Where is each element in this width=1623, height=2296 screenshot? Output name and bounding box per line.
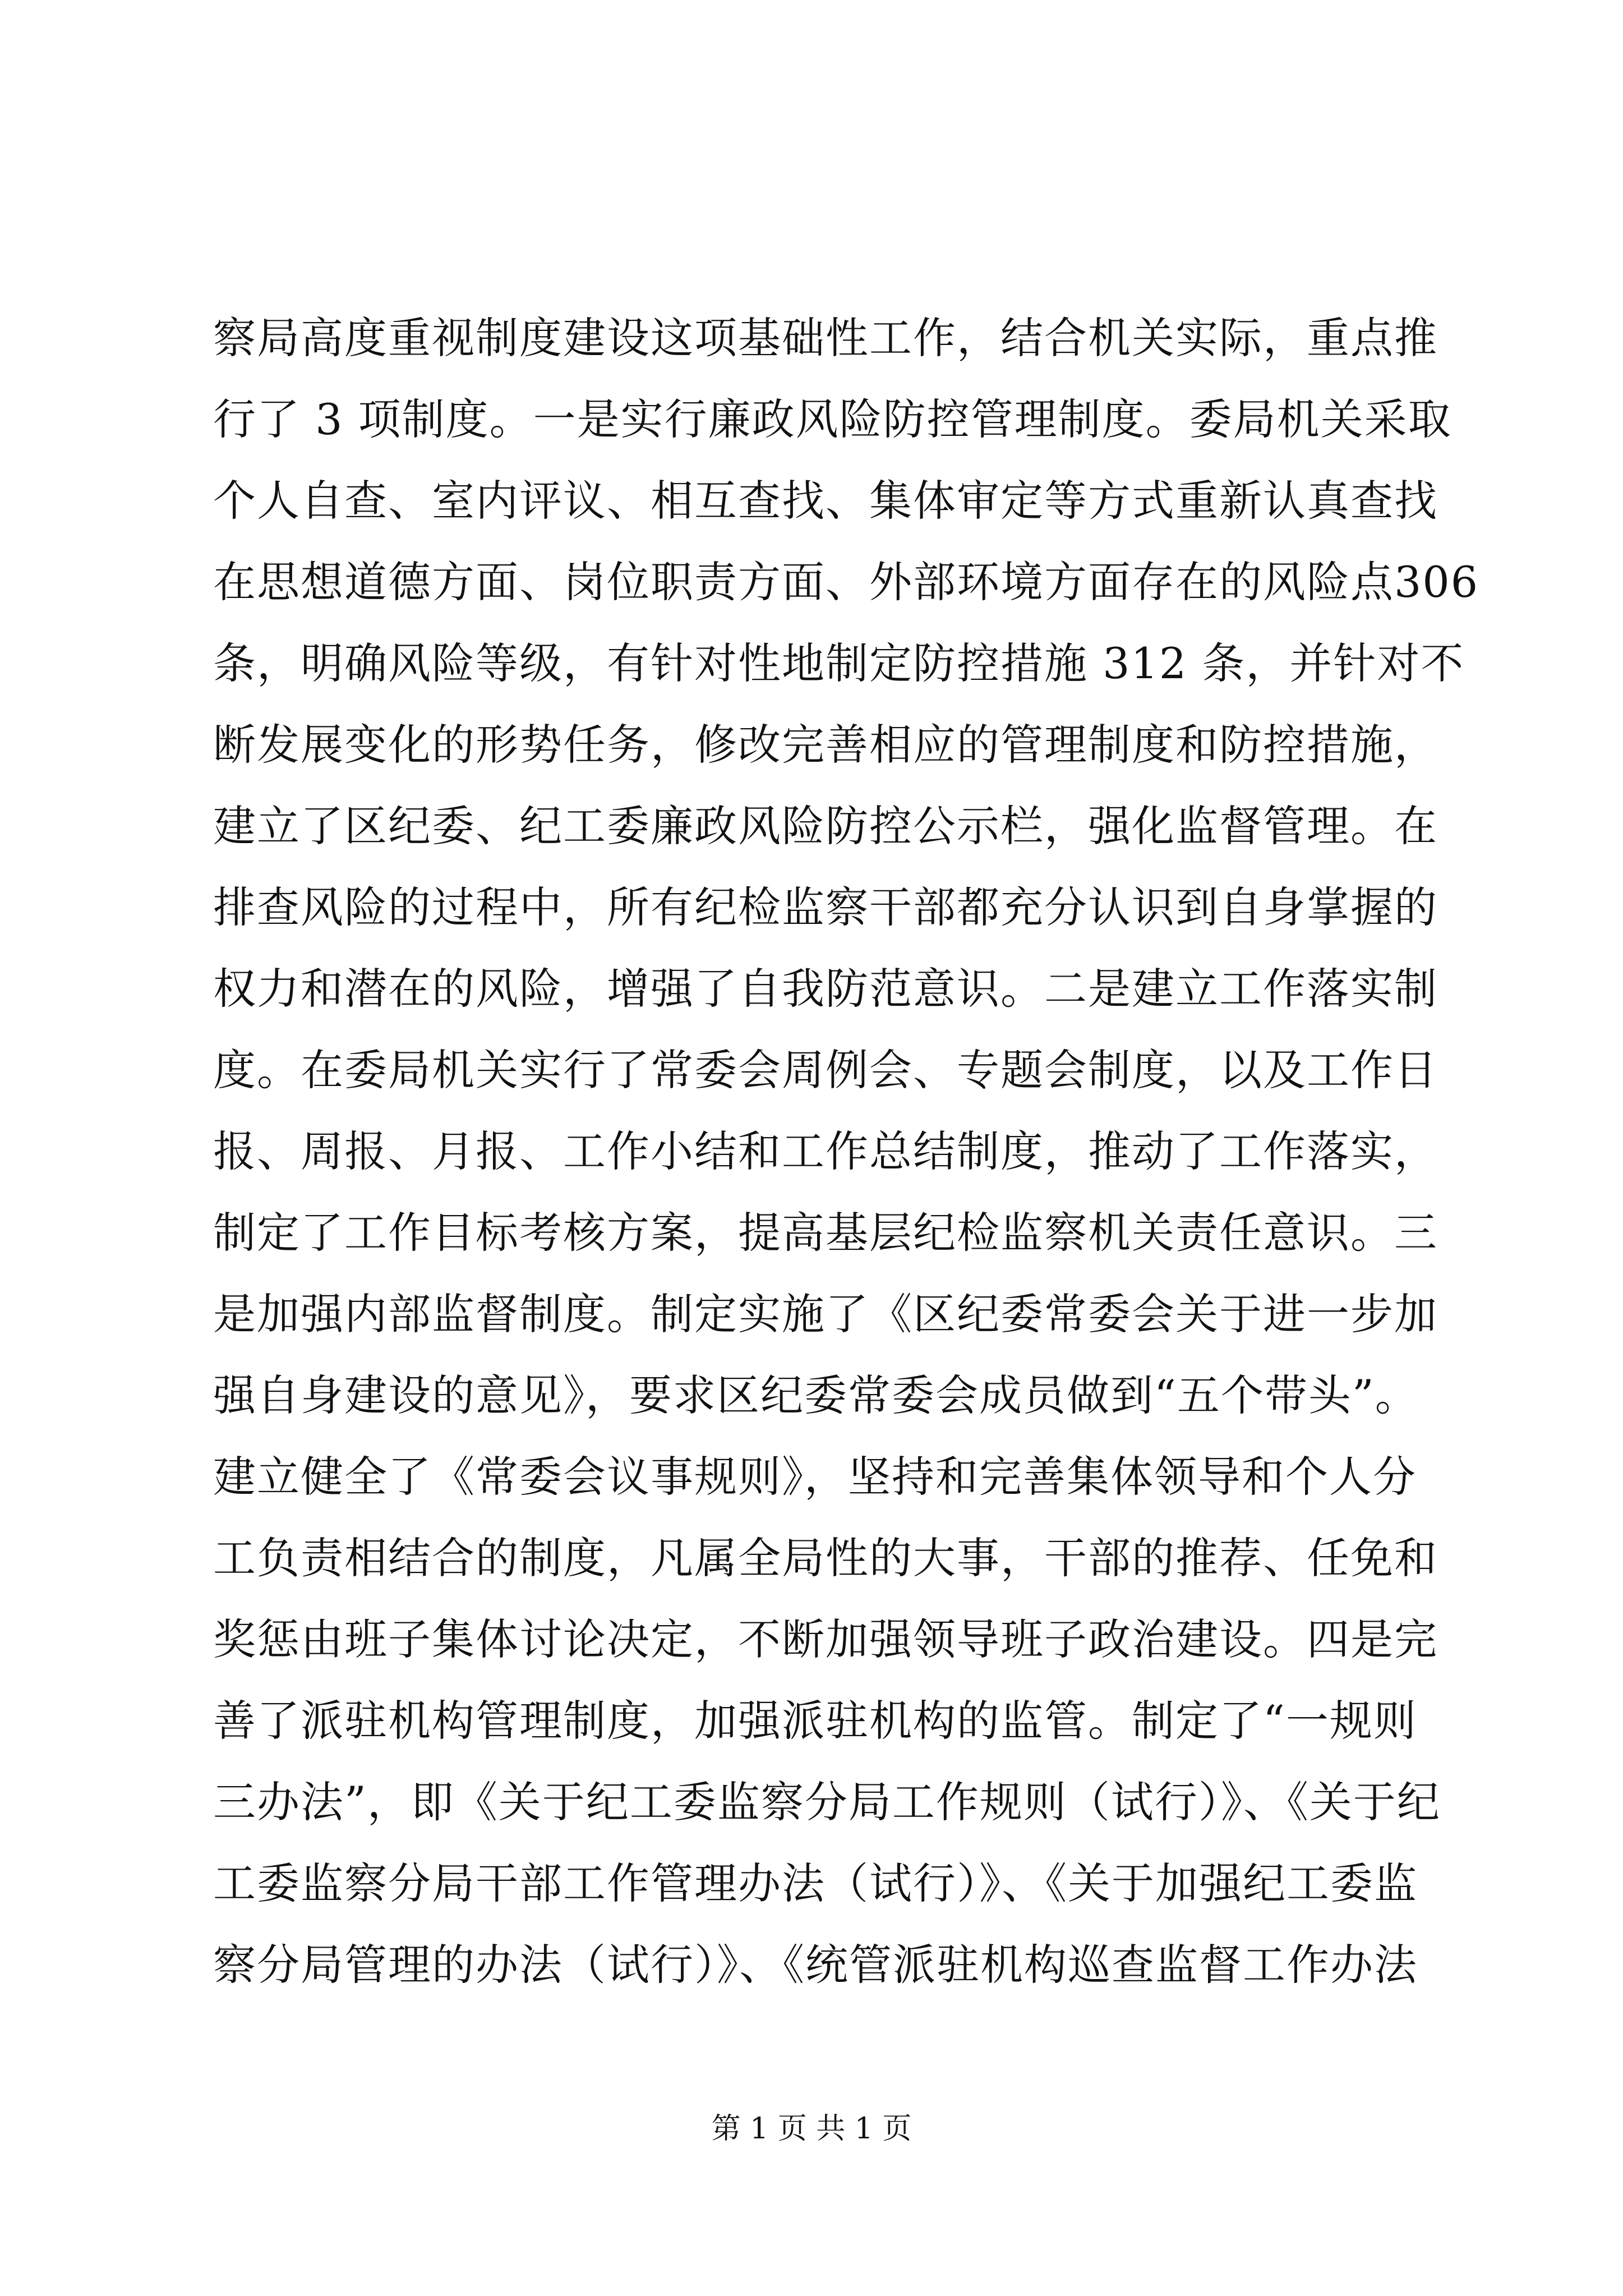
text-line: 工委监察分局干部工作管理办法（试行）》、《关于加强纪工委监 xyxy=(213,1858,1418,1908)
text-line: 察分局管理的办法（试行）》、《统管派驻机构巡查监督工作办法 xyxy=(213,1940,1418,1990)
text-line: 报、周报、月报、工作小结和工作总结制度，推动了工作落实， xyxy=(213,1126,1438,1176)
text-line: 制定了工作目标考核方案，提高基层纪检监察机关责任意识。三 xyxy=(213,1208,1438,1258)
text-line: 强自身建设的意见》，要求区纪委常委会成员做到“五个带头”。 xyxy=(213,1370,1419,1420)
text-line: 度。在委局机关实行了常委会周例会、专题会制度，以及工作日 xyxy=(213,1045,1438,1095)
page-footer xyxy=(0,2109,1623,2148)
page-number-label: 第 1 页 共 1 页 xyxy=(711,2112,912,2146)
text-line: 工负责相结合的制度，凡属全局性的大事，干部的推荐、任免和 xyxy=(213,1533,1438,1583)
text-line: 奖惩由班子集体讨论决定，不断加强领导班子政治建设。四是完 xyxy=(213,1614,1438,1664)
text-line: 察局高度重视制度建设这项基础性工作，结合机关实际，重点推 xyxy=(213,313,1438,363)
text-line: 在思想道德方面、岗位职责方面、外部环境方面存在的风险点306 xyxy=(213,557,1479,607)
text-line: 断发展变化的形势任务，修改完善相应的管理制度和防控措施， xyxy=(213,720,1438,770)
text-line: 是加强内部监督制度。制定实施了《区纪委常委会关于进一步加 xyxy=(213,1289,1438,1339)
text-line: 三办法”，即《关于纪工委监察分局工作规则（试行）》、《关于纪 xyxy=(213,1777,1441,1827)
text-line: 权力和潜在的风险，增强了自我防范意识。二是建立工作落实制 xyxy=(213,964,1438,1014)
text-line: 个人自查、室内评议、相互查找、集体审定等方式重新认真查找 xyxy=(213,476,1438,526)
text-line: 建立健全了《常委会议事规则》，坚持和完善集体领导和个人分 xyxy=(213,1452,1417,1502)
text-line: 行了 3 项制度。一是实行廉政风险防控管理制度。委局机关采取 xyxy=(213,394,1452,444)
text-line: 善了派驻机构管理制度，加强派驻机构的监管。制定了“一规则 xyxy=(213,1696,1417,1746)
text-line: 建立了区纪委、纪工委廉政风险防控公示栏，强化监督管理。在 xyxy=(213,801,1438,851)
body-paragraph xyxy=(213,297,1479,2005)
text-line: 排查风险的过程中，所有纪检监察干部都充分认识到自身掌握的 xyxy=(213,882,1438,932)
text-line: 条，明确风险等级，有针对性地制定防控措施 312 条，并针对不 xyxy=(213,638,1465,688)
